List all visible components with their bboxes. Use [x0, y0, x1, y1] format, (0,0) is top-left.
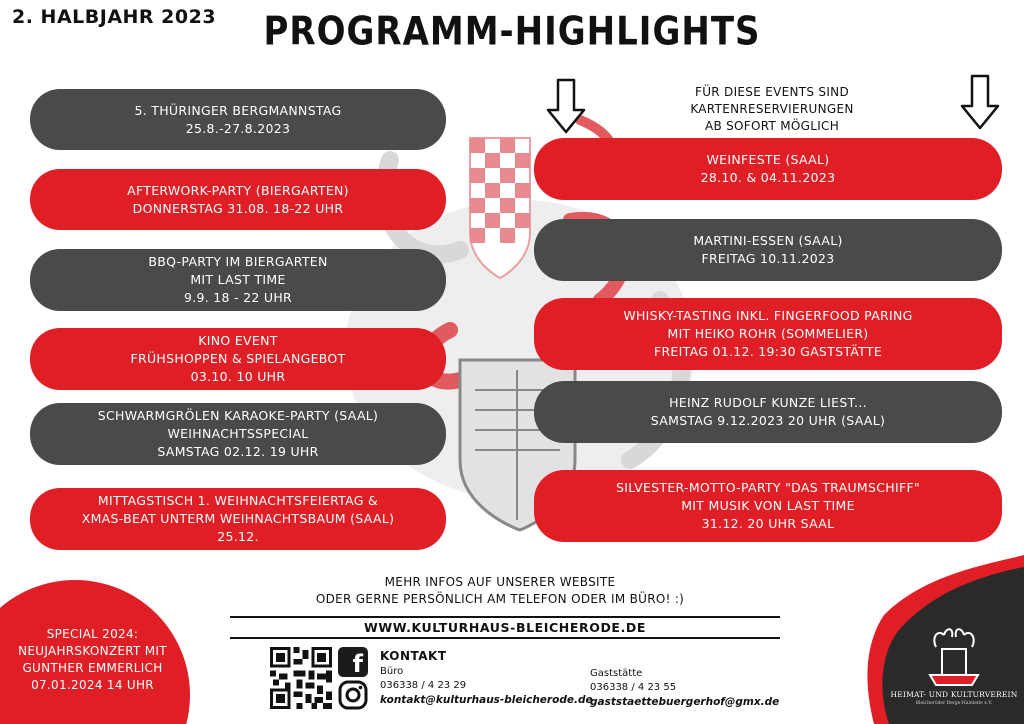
event-silvester-party: SILVESTER-MOTTO-PARTY "DAS TRAUMSCHIFF" MIT MUSIK VON LAST TIME 31.12. 20 UHR SAAL	[534, 470, 1002, 542]
event-bbq-party: BBQ-PARTY IM BIERGARTEN MIT LAST TIME 9.9. 18 - 22 UHR	[30, 249, 446, 311]
event-martini-essen: MARTINI-ESSEN (SAAL) FREITAG 10.11.2023	[534, 219, 1002, 281]
instagram-icon[interactable]	[338, 680, 368, 710]
office-label: Büro	[380, 666, 404, 677]
divider	[230, 616, 780, 618]
down-arrow-icon	[546, 78, 586, 134]
contact-heading: KONTAKT	[380, 649, 447, 663]
club-name: HEIMAT- UND KULTURVEREIN	[890, 690, 1018, 699]
office-email[interactable]: kontakt@kulturhaus-bleicherode.de	[380, 694, 593, 706]
contact-restaurant	[590, 667, 779, 709]
semester-label: 2. HALBJAHR 2023	[12, 6, 217, 28]
special-text: SPECIAL 2024: NEUJAHRSKONZERT MIT GUNTHER EMMERLICH 07.01.2024 14 UHR	[18, 627, 167, 692]
website-link[interactable]: WWW.KULTURHAUS-BLEICHERODE.DE	[363, 620, 647, 635]
event-afterwork-party: AFTERWORK-PARTY (BIERGARTEN) DONNERSTAG 31.08. 18-22 UHR	[30, 169, 446, 230]
restaurant-label: Gaststätte	[590, 668, 643, 679]
qr-code[interactable]	[270, 647, 332, 709]
facebook-icon[interactable]: f	[338, 647, 368, 677]
event-weinfeste: WEINFESTE (SAAL) 28.10. & 04.11.2023	[534, 138, 1002, 200]
event-kino: KINO EVENT FRÜHSHOPPEN & SPIELANGEBOT 03.10. 10 UHR	[30, 328, 446, 390]
event-bergmannstag: 5. THÜRINGER BERGMANNSTAG 25.8.-27.8.2023	[30, 89, 446, 150]
more-info-text: MEHR INFOS AUF UNSERER WEBSITE ODER GERNE PERSÖNLICH AM TELEFON ODER IM BÜRO! :)	[315, 575, 685, 606]
down-arrow-icon	[960, 74, 1000, 130]
restaurant-email[interactable]: gaststaettebuergerhof@gmx.de	[590, 696, 780, 708]
contact-office	[380, 649, 593, 707]
event-karaoke-party: SCHWARMGRÖLEN KARAOKE-PARTY (SAAL) WEIHNACHTSSPECIAL SAMSTAG 02.12. 19 UHR	[30, 403, 446, 465]
event-whisky-tasting: WHISKY-TASTING INKL. FINGERFOOD PARING MIT HEIKO ROHR (SOMMELIER) FREITAG 01.12. 19:30 GASTSTÄTTE	[534, 298, 1002, 370]
page-title: PROGRAMM-HIGHLIGHTS	[263, 9, 761, 55]
restaurant-phone[interactable]: 036338 / 4 23 55	[590, 682, 677, 693]
event-kunze-lesung: HEINZ RUDOLF KUNZE LIEST... SAMSTAG 9.12.2023 20 UHR (SAAL)	[534, 381, 1002, 443]
divider	[230, 637, 780, 639]
club-subtitle: Bleicheröder Berge-Hainleite e.V.	[915, 701, 993, 706]
office-phone[interactable]: 036338 / 4 23 29	[380, 680, 467, 691]
reservation-note: FÜR DIESE EVENTS SIND KARTENRESERVIERUNGEN AB SOFORT MÖGLICH	[690, 85, 854, 133]
event-mittagstisch: MITTAGSTISCH 1. WEIHNACHTSFEIERTAG & XMAS-BEAT UNTERM WEIHNACHTSBAUM (SAAL) 25.12.	[30, 488, 446, 550]
